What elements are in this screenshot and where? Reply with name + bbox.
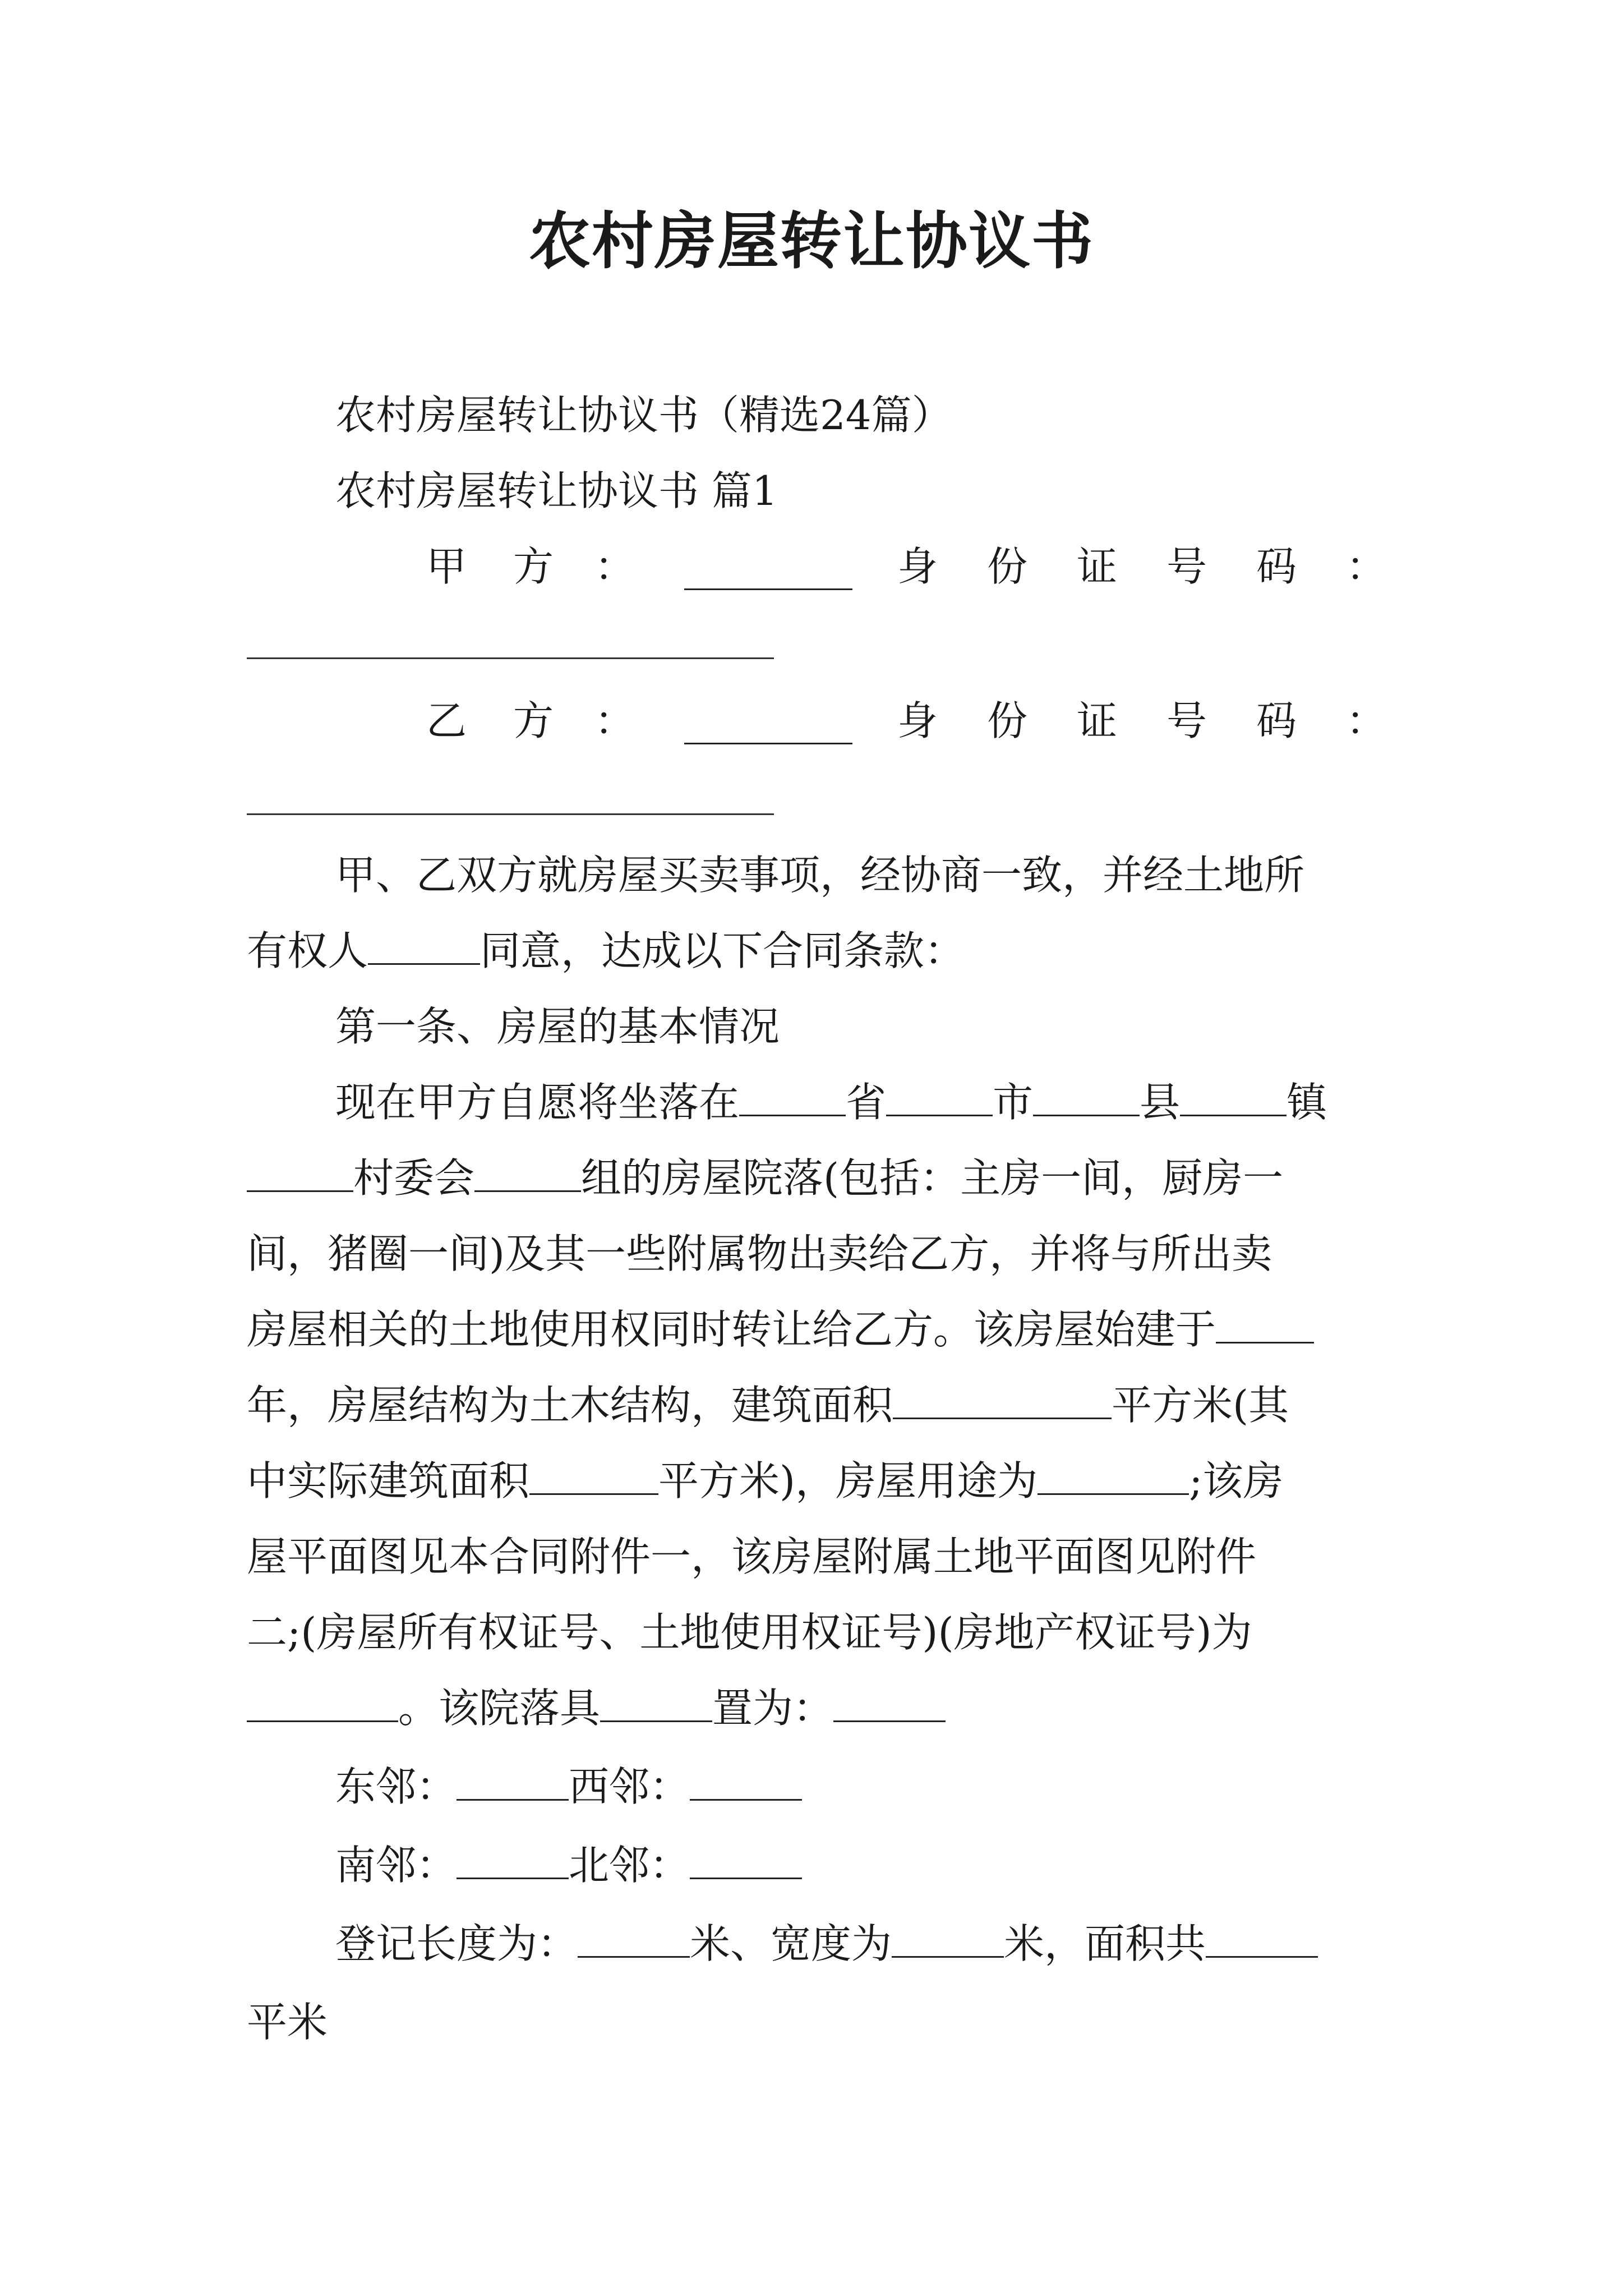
party-a-char: 号 — [1166, 543, 1207, 590]
blank — [1033, 1079, 1140, 1116]
paragraph-line: 间，猪圈一间)及其一些附属物出卖给乙方，并将与所出卖 — [247, 1230, 1272, 1277]
paragraph-line — [335, 1074, 1327, 1130]
text: 中实际建筑面积 — [247, 1457, 530, 1504]
blank — [690, 1763, 802, 1801]
blank — [739, 1079, 846, 1116]
blank — [474, 1154, 581, 1192]
party-b-char: 方 — [513, 697, 554, 744]
paragraph-line — [247, 1150, 1283, 1206]
party-a-char: ： — [594, 543, 635, 590]
blank — [600, 1685, 712, 1722]
party-b-char: ： — [1346, 697, 1387, 744]
blank — [247, 1154, 353, 1192]
text: 置为： — [712, 1685, 834, 1732]
party-a-name-blank — [684, 553, 852, 590]
text: 。该院落具 — [398, 1685, 601, 1732]
party-a-char: 身 — [897, 543, 938, 590]
article-heading: 第一条、房屋的基本情况 — [335, 1003, 780, 1050]
blank — [1038, 1457, 1189, 1495]
blank — [892, 1920, 1004, 1958]
blank — [1216, 1306, 1314, 1343]
text: 米，面积共 — [1004, 1920, 1206, 1967]
blank — [457, 1763, 569, 1801]
paragraph-line: 平米 — [247, 1999, 328, 2046]
paragraph-line: 甲、乙双方就房屋买卖事项，经协商一致，并经土地所 — [335, 852, 1305, 899]
blank — [690, 1842, 802, 1879]
party-b-id-blank — [247, 813, 774, 815]
text: 平方米(其 — [1112, 1382, 1289, 1429]
blank — [1180, 1079, 1287, 1116]
text: 平方米)，房屋用途为 — [658, 1457, 1038, 1504]
blank — [1206, 1920, 1318, 1958]
text: 西邻： — [569, 1763, 690, 1810]
neighbors-line — [335, 1759, 802, 1815]
text: 现在甲方自愿将坐落在 — [335, 1079, 740, 1126]
blank — [529, 1457, 658, 1495]
paragraph-line — [247, 923, 965, 979]
text: 北邻： — [569, 1842, 690, 1889]
party-a-char: ： — [1346, 543, 1387, 590]
text: 米、宽度为 — [690, 1920, 892, 1967]
party-a-char: 证 — [1077, 543, 1118, 590]
party-b-char: ： — [594, 697, 635, 744]
blank — [457, 1842, 569, 1879]
text: 县 — [1140, 1079, 1181, 1126]
paragraph-line — [247, 1680, 946, 1736]
party-b-char: 乙 — [426, 697, 467, 744]
text: 村委会 — [353, 1154, 475, 1202]
text: 同意，达成以下合同条款： — [480, 927, 965, 974]
party-a-char: 份 — [987, 543, 1028, 590]
document-title: 农村房屋转让协议书 — [529, 205, 1094, 277]
blank — [368, 927, 480, 965]
blank — [886, 1079, 993, 1116]
party-b-char: 证 — [1077, 697, 1118, 744]
text: 组的房屋院落(包括：主房一间，厨房一 — [581, 1154, 1284, 1202]
paragraph-line — [247, 1377, 1289, 1433]
paragraph-line — [335, 1916, 1318, 1972]
text: 登记长度为： — [335, 1920, 578, 1967]
chapter-heading: 农村房屋转让协议书 篇1 — [335, 467, 778, 514]
blank — [578, 1920, 690, 1958]
party-b-name-blank — [684, 707, 852, 744]
party-b-char: 号 — [1166, 697, 1207, 744]
blank — [893, 1382, 1112, 1419]
text: 南邻： — [335, 1842, 457, 1889]
party-b-char: 身 — [897, 697, 938, 744]
text: 镇 — [1287, 1079, 1327, 1126]
text: 房屋相关的土地使用权同时转让给乙方。该房屋始建于 — [247, 1306, 1216, 1353]
party-a-char: 方 — [513, 543, 554, 590]
party-b-char: 码 — [1256, 697, 1297, 744]
neighbors-line — [335, 1837, 802, 1893]
paragraph-line — [247, 1301, 1314, 1358]
party-a-id-blank — [247, 657, 774, 659]
text: 东邻： — [335, 1763, 457, 1810]
text: 有权人 — [247, 927, 368, 974]
paragraph-line: 屋平面图见本合同附件一，该房屋附属土地平面图见附件 — [247, 1533, 1257, 1580]
party-b-char: 份 — [987, 697, 1028, 744]
blank — [247, 1685, 398, 1722]
blank — [833, 1685, 946, 1722]
text: 省 — [846, 1079, 887, 1126]
document-subtitle: 农村房屋转让协议书（精选24篇） — [335, 392, 952, 439]
text: 年，房屋结构为土木结构，建筑面积 — [247, 1382, 893, 1429]
paragraph-line — [247, 1453, 1283, 1509]
text: 市 — [993, 1079, 1034, 1126]
party-a-char: 甲 — [426, 543, 467, 590]
paragraph-line: 二;(房屋所有权证号、土地使用权证号)(房地产权证号)为 — [247, 1609, 1252, 1656]
text: ;该房 — [1189, 1457, 1284, 1504]
party-a-char: 码 — [1256, 543, 1297, 590]
